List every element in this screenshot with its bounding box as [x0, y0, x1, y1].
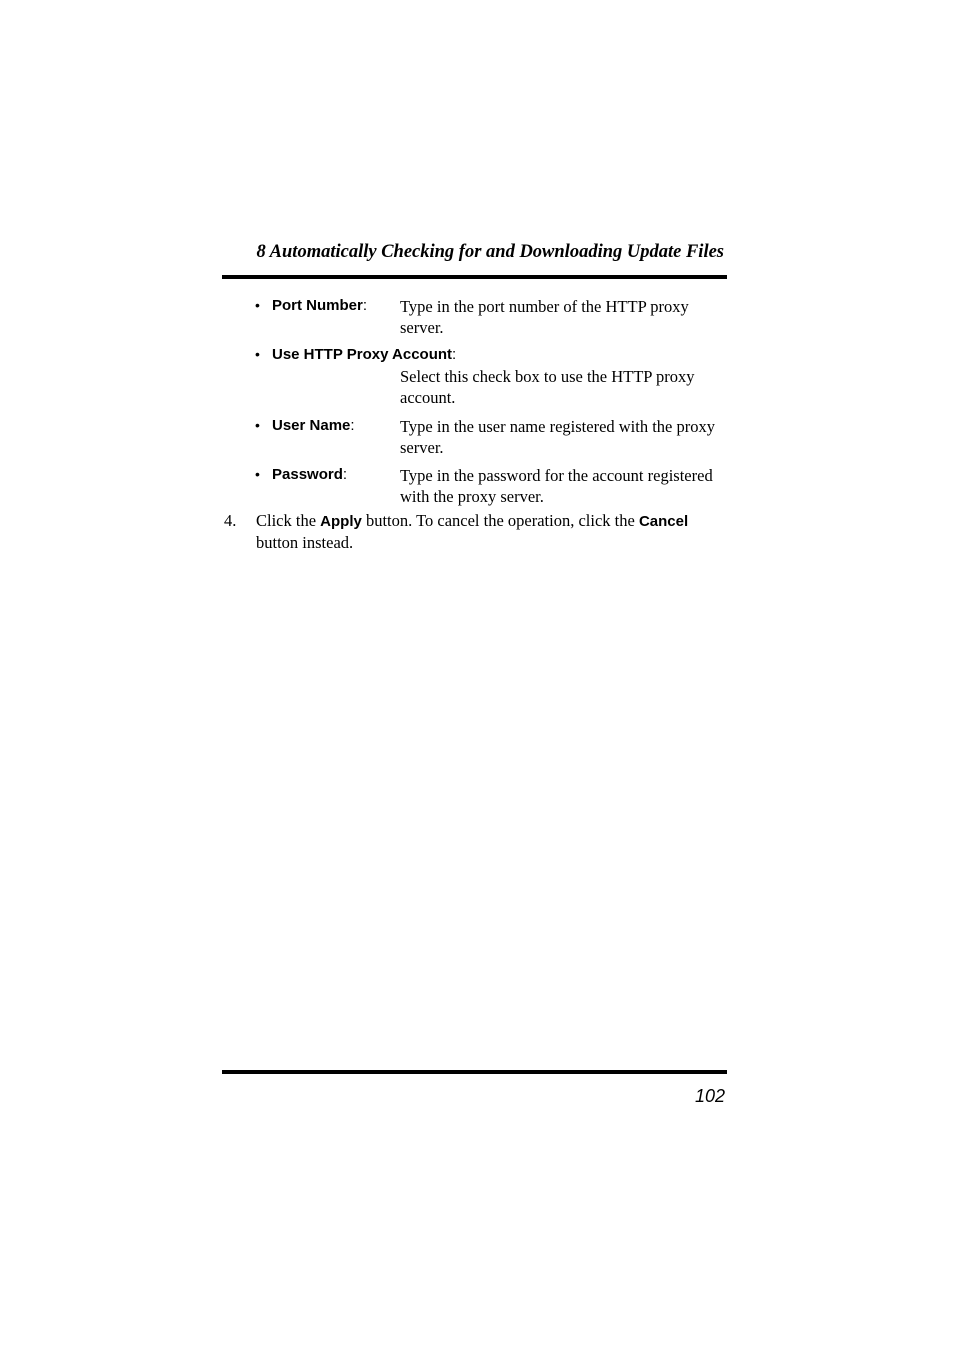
apply-button-reference: Apply [320, 513, 362, 530]
term-label: Port Number [272, 297, 363, 314]
step-text-part: button instead. [256, 533, 354, 552]
desc-password: Type in the password for the account registered with the proxy server. [400, 466, 713, 506]
step-number: 4. [224, 511, 237, 530]
term-label: Password [272, 466, 343, 483]
term-port-number [272, 297, 367, 314]
term-label: Use HTTP Proxy Account [272, 346, 453, 363]
term-user-name [272, 417, 355, 434]
cancel-button-reference: Cancel [638, 513, 689, 530]
bullet: • [255, 466, 260, 482]
header-rule [222, 275, 727, 279]
desc-port-number: Type in the port number of the HTTP proxy server. [400, 297, 689, 337]
step-text-part: button. To cancel the operation, click the [361, 511, 639, 530]
bullet: • [255, 297, 260, 313]
step-text [256, 510, 726, 553]
bullet: • [255, 346, 260, 362]
footer-rule [222, 1070, 727, 1074]
term-separator: : [350, 417, 355, 434]
term-separator: : [342, 466, 348, 483]
term-use-http-proxy-account [272, 346, 456, 363]
term-separator: : [452, 346, 457, 363]
desc-user-name: Type in the user name registered with the proxy server. [400, 417, 715, 457]
term-separator: : [362, 297, 368, 314]
term-label: User Name [272, 417, 351, 434]
step-text-part: Click the [256, 511, 321, 530]
desc-use-http-proxy-account: Select this check box to use the HTTP proxy account. [400, 367, 695, 407]
page-number: 102 [694, 1086, 725, 1106]
bullet: • [255, 417, 260, 433]
page-header-title: 8 Automatically Checking for and Downloading Update Files [256, 242, 724, 262]
term-password [272, 466, 347, 483]
